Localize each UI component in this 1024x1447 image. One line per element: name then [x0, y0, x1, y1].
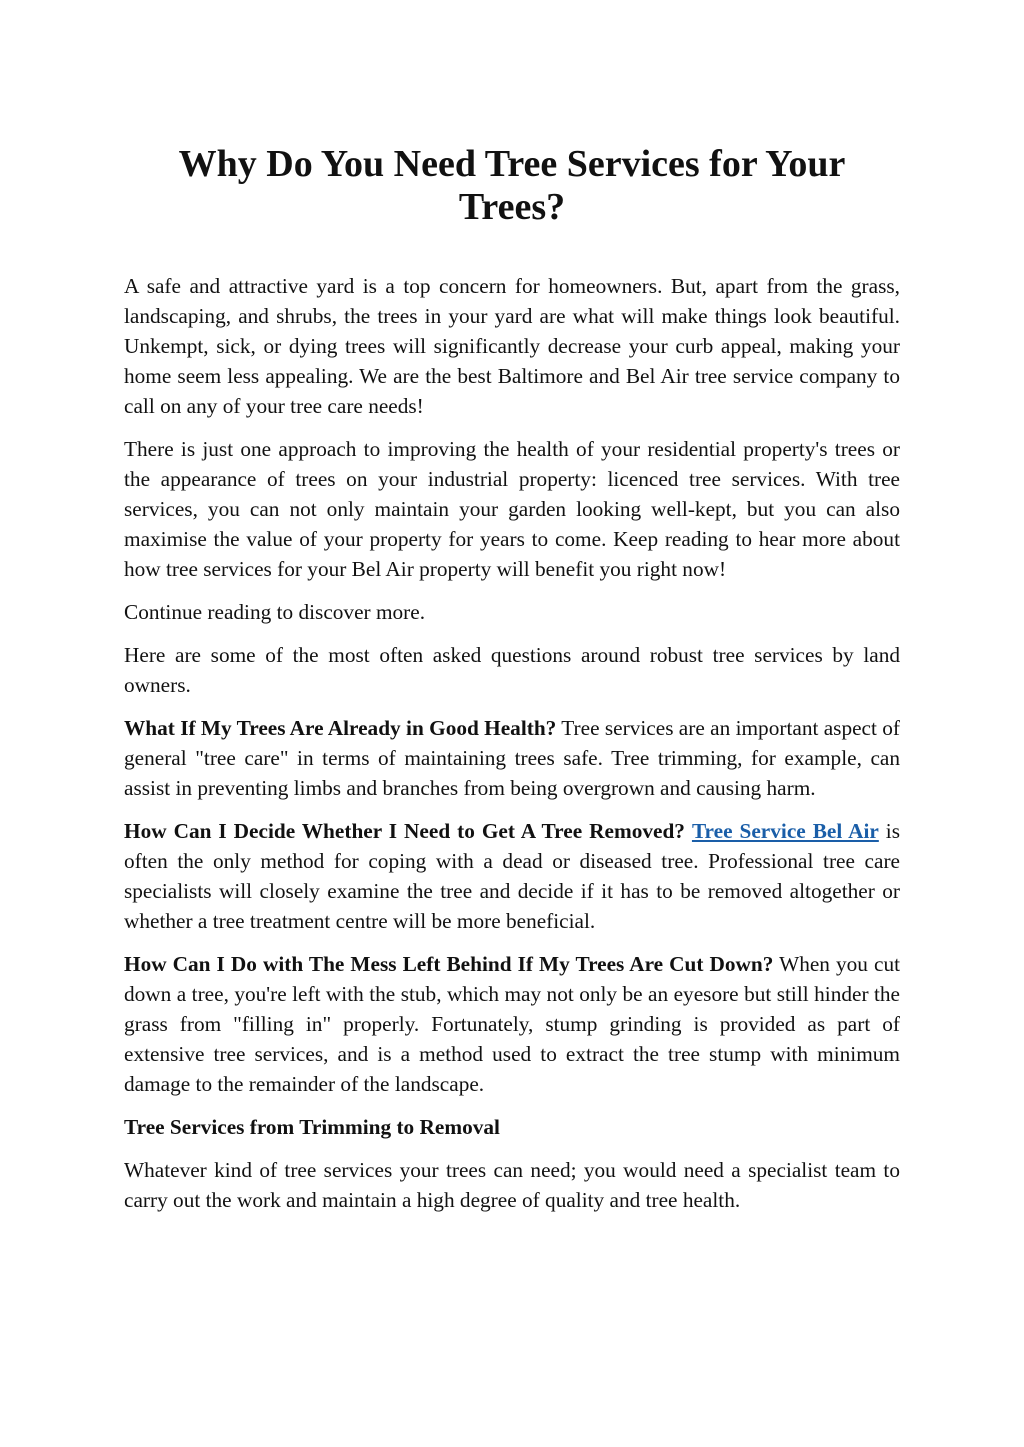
closing-paragraph: Whatever kind of tree services your trees can need; you would need a specialist team to carry out the work and maintain a high degree of quality and tree health. — [124, 1158, 900, 1212]
page-title: Why Do You Need Tree Services for Your Trees? — [178, 143, 846, 228]
continue-paragraph: Continue reading to discover more. — [124, 600, 426, 624]
faq-question: How Can I Decide Whether I Need to Get A Tree Removed? — [124, 819, 685, 843]
faq-answer: Tree services are an important aspect of general "tree care" in terms of maintaining trees safe. Tree trimming, for example, can assist in preventing limbs and branches from being overgrown and causing harm. — [124, 716, 901, 800]
intro-paragraph: A safe and attractive yard is a top concern for homeowners. But, apart from the grass, landscaping, and shrubs, the trees in your yard are what will make things look beautiful. Unkempt, sick, or dying trees will significantly decrease your curb appeal, making your home seem less appealing. We are the best Baltimore and Bel Air tree service company to call on any of your tree care needs! — [124, 274, 900, 418]
section-heading: Tree Services from Trimming to Removal — [124, 1115, 500, 1139]
faq-answer: When you cut down a tree, you're left with the stub, which may not only be an eyesore but still hinder the grass from "filling in" properly. Fortunately, stump grinding is provided as part of extensive tree services, and is a method used to extract the tree stump with minimum damage to the remainder of the landscape. — [124, 952, 901, 1096]
faq-question: How Can I Do with The Mess Left Behind If My Trees Are Cut Down? — [124, 952, 774, 976]
faq-question: What If My Trees Are Already in Good Health? — [124, 716, 557, 740]
tree-service-bel-air-link[interactable]: Tree Service Bel Air — [691, 819, 879, 843]
faq-item — [124, 713, 900, 803]
document-page — [124, 143, 900, 1228]
approach-paragraph: There is just one approach to improving the health of your residential property's trees or the appearance of trees on your industrial property: licenced tree services. With tree services, you can not only maintain your garden looking well-kept, but you can also maximise the value of your property for years to come. Keep reading to hear more about how tree services for your Bel Air property will benefit you right now! — [124, 437, 900, 581]
faq-item — [124, 949, 900, 1099]
faq-intro-paragraph: Here are some of the most often asked questions around robust tree services by land owners. — [124, 643, 900, 697]
faq-answer: is often the only method for coping with a dead or diseased tree. Professional tree care specialists will closely examine the tree and decide if it has to be removed altogether or whether a tree treatment centre will be more beneficial. — [124, 819, 901, 933]
faq-item — [124, 816, 900, 936]
